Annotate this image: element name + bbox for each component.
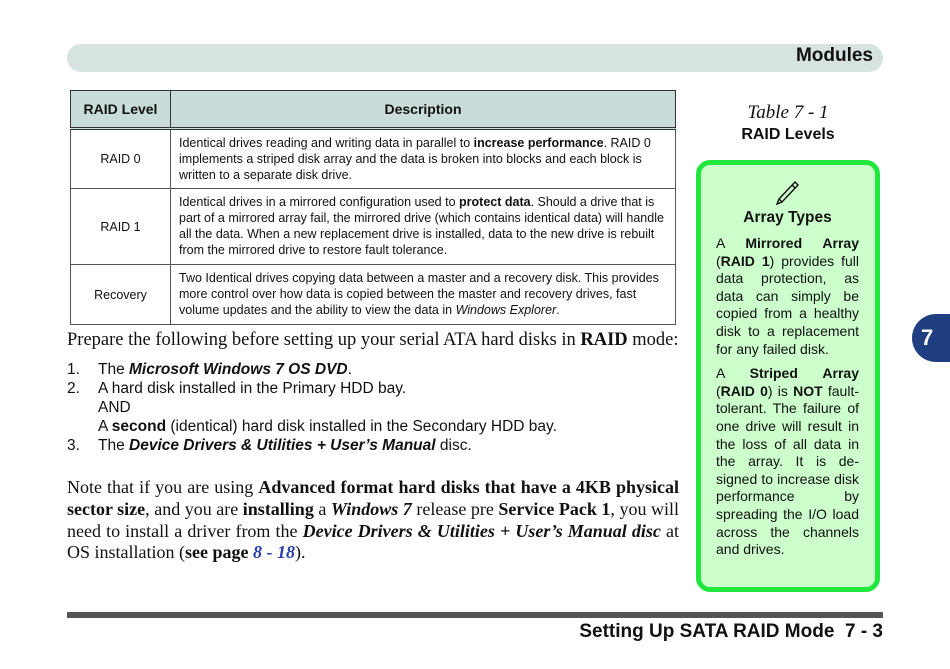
desc-text: . (556, 303, 560, 317)
prep-steps-list (67, 360, 557, 455)
note-title: Array Types (743, 209, 832, 226)
table-header-row (71, 91, 676, 129)
array-types-note (696, 160, 880, 592)
desc-emphasis: increase performance (473, 135, 604, 150)
note-paragraph-mirrored: A Mirrored Array (RAID 1) provides full data protection, as data can simply be copied from a healthy disk to a replacement for any failed disk. (716, 235, 859, 357)
list-item: 3. The Device Drivers & Utilities + User’s Manual disc. (67, 437, 472, 454)
desc-text: . Should a drive that is part of a mirrored array fail, the mirrored drive (which contains identical data) will handle all the data. When a new replacement drive is installed, data to the new drive is rebuilt from the mirrored drive to restore fault tolerance. (179, 195, 664, 257)
raid-level-cell: Recovery (71, 265, 171, 325)
table-caption-title: RAID Levels (741, 126, 835, 143)
footer-title: Setting Up SATA RAID Mode (579, 621, 835, 642)
desc-emphasis: Windows Explorer (455, 303, 557, 317)
footer (579, 621, 883, 643)
chapter-tab[interactable]: 7 (912, 314, 950, 362)
note-paragraph-striped: A Striped Array (RAID 0) is NOT fault-tolerant. The failure of one drive will result in the loss of all data in the array. It is de-signed to increase disk performance by spreading the I/O load across the channels and drives. (716, 365, 859, 558)
table-row (71, 129, 676, 189)
table-caption-number: Table 7 - 1 (747, 102, 829, 123)
description-cell (171, 189, 676, 265)
prep-sentence: Prepare the following before setting up your serial ATA hard disks in RAID mode: (67, 330, 679, 350)
desc-emphasis: protect data (459, 195, 531, 209)
description-cell (171, 129, 676, 189)
desc-text: Two Identical drives copying data between a master and a recovery disk. This provides more control over how data is copied between the master and recovery drives, fast volume updates and the ability to view the data in (179, 271, 659, 317)
chapter-title: Modules (795, 45, 873, 66)
page-link[interactable]: 8 - 18 (252, 542, 295, 563)
description-cell (171, 265, 676, 325)
col-header-description: Description (171, 91, 676, 129)
desc-text: Identical drives reading and writing data in parallel to (179, 135, 474, 150)
table-row (71, 265, 676, 325)
desc-text: Identical drives in a mirrored configuration used to (179, 195, 460, 209)
page-number: 7 - 3 (844, 621, 883, 642)
note-paragraph: Note that if you are using Advanced format hard disks that have a 4KB physical sector size, and you are installing a Windows 7 release pre Service Pack 1, you will need to install a driver from the Device Drivers & Utilities + User’s Manual disc at OS installation (see page 8 - 18). (67, 477, 679, 563)
pen-icon (716, 177, 859, 205)
desc-text: . RAID 0 implements a striped disk array and the data is broken into blocks and each block is written to a separate disk drive. (179, 135, 651, 182)
raid-level-cell: RAID 1 (71, 189, 171, 265)
col-header-level: RAID Level (71, 91, 171, 129)
header-bar (67, 44, 883, 72)
raid-levels-table (70, 90, 676, 325)
list-item: 2. A hard disk installed in the Primary HDD bay. AND A second (identical) hard disk installed in the Secondary HDD bay. (67, 380, 557, 435)
list-item: 1. The Microsoft Windows 7 OS DVD. (67, 361, 352, 378)
raid-level-cell: RAID 0 (71, 129, 171, 189)
footer-rule (67, 612, 883, 618)
table-row (71, 189, 676, 265)
